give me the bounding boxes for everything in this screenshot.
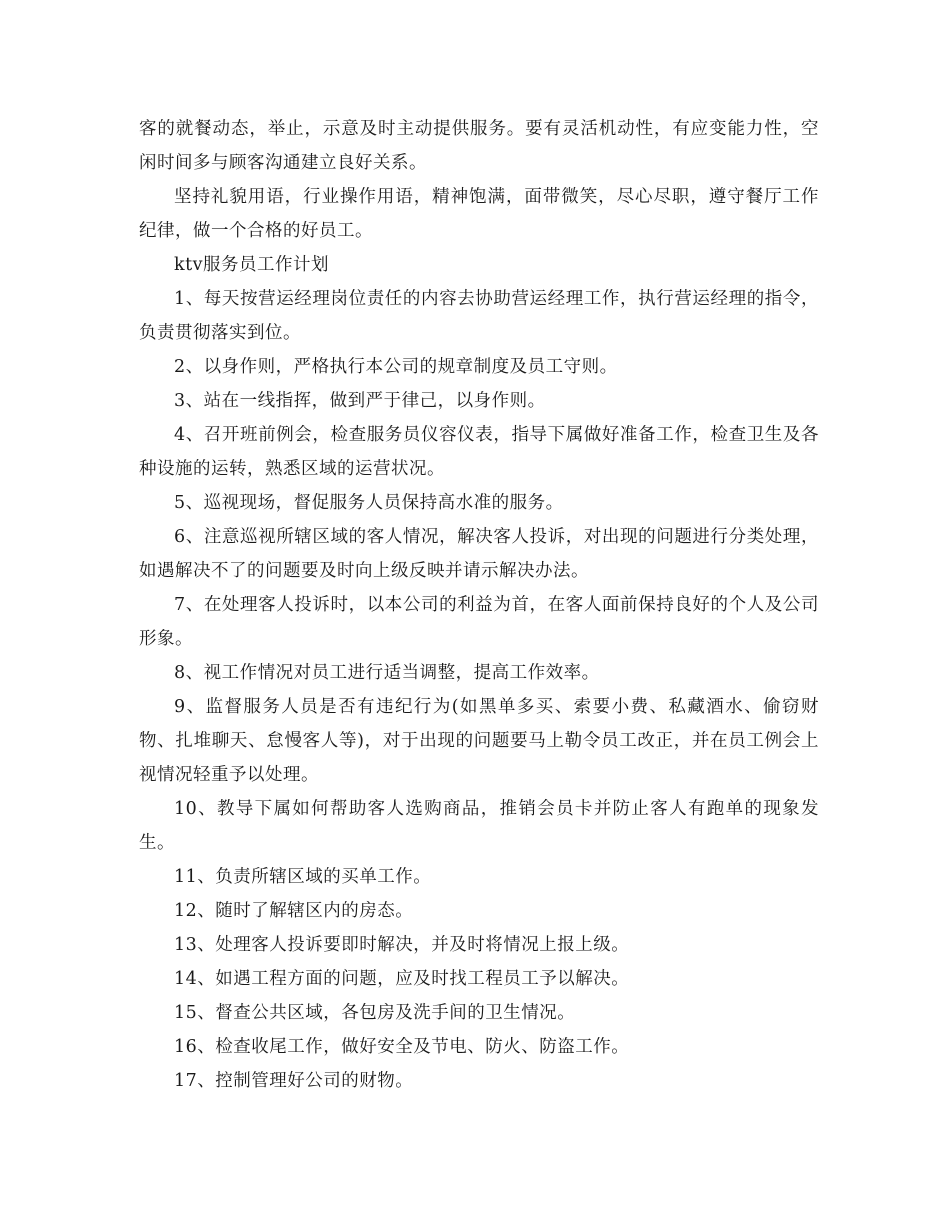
document-body bbox=[139, 112, 819, 1098]
list-item: 15、督查公共区域，各包房及洗手间的卫生情况。 bbox=[174, 1003, 576, 1023]
list-item: 5、巡视现场，督促服务人员保持高水准的服务。 bbox=[174, 493, 564, 513]
list-item: 1、每天按营运经理岗位责任的内容去协助营运经理工作，执行营运经理的指令，负责贯彻落实到位。 bbox=[139, 289, 819, 343]
list-item: 3、站在一线指挥，做到严于律己，以身作则。 bbox=[174, 391, 546, 411]
section-heading: ktv服务员工作计划 bbox=[174, 255, 330, 275]
list-item: 7、在处理客人投诉时，以本公司的利益为首，在客人面前保持良好的个人及公司形象。 bbox=[139, 595, 819, 649]
paragraph: 坚持礼貌用语，行业操作用语，精神饱满，面带微笑，尽心尽职，遵守餐厅工作纪律，做一个合格的好员工。 bbox=[139, 187, 819, 241]
list-item: 11、负责所辖区域的买单工作。 bbox=[174, 867, 432, 887]
list-item: 9、监督服务人员是否有违纪行为(如黑单多买、索要小费、私藏酒水、偷窃财物、扎堆聊天、怠慢客人等)，对于出现的问题要马上勒令员工改正，并在员工例会上视情况轻重予以处理。 bbox=[139, 697, 819, 785]
list-item: 2、以身作则，严格执行本公司的规章制度及员工守则。 bbox=[174, 357, 618, 377]
paragraph: 客的就餐动态，举止，示意及时主动提供服务。要有灵活机动性，有应变能力性，空闲时间多与顾客沟通建立良好关系。 bbox=[139, 119, 819, 173]
list-item: 17、控制管理好公司的财物。 bbox=[174, 1071, 414, 1091]
list-item: 6、注意巡视所辖区域的客人情况，解决客人投诉，对出现的问题进行分类处理，如遇解决不了的问题要及时向上级反映并请示解决办法。 bbox=[139, 527, 819, 581]
list-item: 12、随时了解辖区内的房态。 bbox=[174, 901, 414, 921]
list-item: 4、召开班前例会，检查服务员仪容仪表，指导下属做好准备工作，检查卫生及各种设施的运转，熟悉区域的运营状况。 bbox=[139, 425, 819, 479]
list-item: 16、检查收尾工作，做好安全及节电、防火、防盗工作。 bbox=[174, 1037, 630, 1057]
list-item: 10、教导下属如何帮助客人选购商品，推销会员卡并防止客人有跑单的现象发生。 bbox=[139, 799, 819, 853]
list-item: 13、处理客人投诉要即时解决，并及时将情况上报上级。 bbox=[174, 935, 630, 955]
list-item: 14、如遇工程方面的问题，应及时找工程员工予以解决。 bbox=[174, 969, 630, 989]
list-item: 8、视工作情况对员工进行适当调整，提高工作效率。 bbox=[174, 663, 600, 683]
